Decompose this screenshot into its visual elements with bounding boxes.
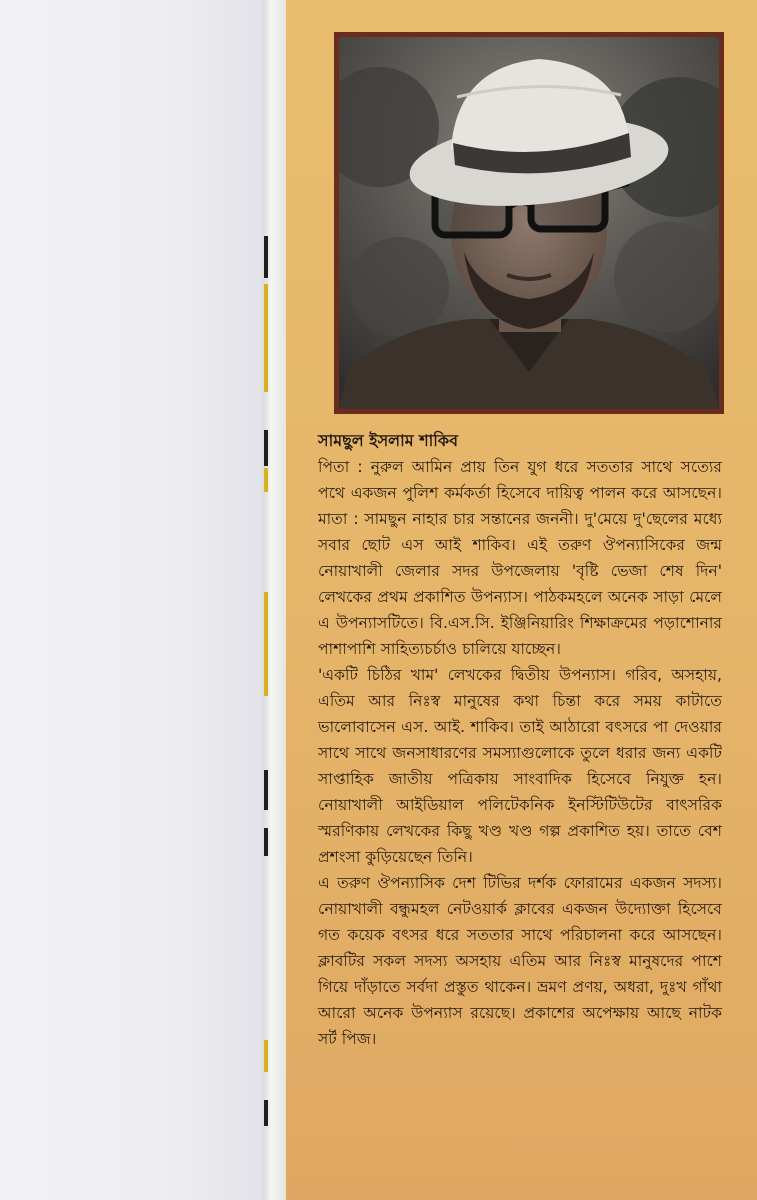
spine-mark bbox=[264, 1040, 268, 1072]
spine-mark bbox=[264, 430, 268, 466]
blank-left-page bbox=[0, 0, 262, 1200]
spine-mark bbox=[264, 592, 268, 696]
bio-paragraph: 'একটি চিঠির খাম' লেখকের দ্বিতীয় উপন্যাস। গরিব, অসহায়, এতিম আর নিঃস্ব মানুষের কথা চিন্তা করে সময় কাটাতে ভালোবাসেন এস. আই. শাকিব। তাই আঠারো বৎসরে পা দেওয়ার সাথে সাথে জনসাধারণের সমস্যাগুলোকে তুলে ধরার জন্য একটি সাপ্তাহিক জাতীয় পত্রিকায় সাংবাদিক হিসেবে নিযুক্ত হন। নোয়াখালী আইডিয়াল পলিটেকনিক ইনস্টিটিউটের বাৎসরিক স্মরণিকায় লেখকের কিছু খণ্ড খণ্ড গল্প প্রকাশিত হয়। তাতে বেশ প্রশংসা কুড়িয়েছেন তিনি। bbox=[318, 666, 722, 866]
author-bio bbox=[318, 428, 722, 1052]
spine-mark bbox=[264, 828, 268, 856]
author-photo-frame bbox=[334, 32, 724, 414]
spine-mark bbox=[264, 468, 268, 492]
portrait-illustration bbox=[339, 37, 719, 409]
spine-mark bbox=[264, 236, 268, 278]
spine-mark bbox=[264, 1100, 268, 1126]
spine-mark bbox=[264, 284, 268, 392]
bio-paragraph: এ তরুণ ঔপন্যাসিক দেশ টিভির দর্শক ফোরামের একজন সদস্য। নোয়াখালী বন্ধুমহল নেটওয়ার্ক ক্লাবের একজন উদ্যোক্তা হিসেবে গত কয়েক বৎসর ধরে সততার সাথে পরিচালনা করে আসছেন। ক্লাবটির সকল সদস্য অসহায় এতিম আর নিঃস্ব মানুষদের পাশে গিয়ে দাঁড়াতে সর্বদা প্রস্তুত থাকেন। ভ্রমণ প্রণয়, অধরা, দুঃখ গাঁথা আরো অনেক উপন্যাস রয়েছে। প্রকাশের অপেক্ষায় আছে নাটক সর্ট পিজ। bbox=[318, 874, 722, 1048]
bio-paragraph: পিতা : নুরুল আমিন প্রায় তিন যুগ ধরে সততার সাথে সত্যের পথে একজন পুলিশ কর্মকর্তা হিসেবে দায়িত্ব পালন করে আসছেন। মাতা : সামছুন নাহার চার সন্তানের জননী। দু'মেয়ে দু'ছেলের মধ্যে সবার ছোট এস আই শাকিব। এই তরুণ ঔপন্যাসিকের জন্ম নোয়াখালী জেলার সদর উপজেলায় 'বৃষ্টি ভেজা শেষ দিন' লেখকের প্রথম প্রকাশিত উপন্যাস। পাঠকমহলে অনেক সাড়া মেলে এ উপন্যাসটিতে। বি.এস.সি. ইঞ্জিনিয়ারিং শিক্ষাক্রমের পড়াশোনার পাশাপাশি সাহিত্যচর্চাও চালিয়ে যাচ্ছেন। bbox=[318, 458, 722, 658]
author-name: সামছুল ইসলাম শাকিব bbox=[318, 431, 458, 450]
spine-mark bbox=[264, 770, 268, 810]
author-portrait-photo bbox=[339, 37, 719, 409]
